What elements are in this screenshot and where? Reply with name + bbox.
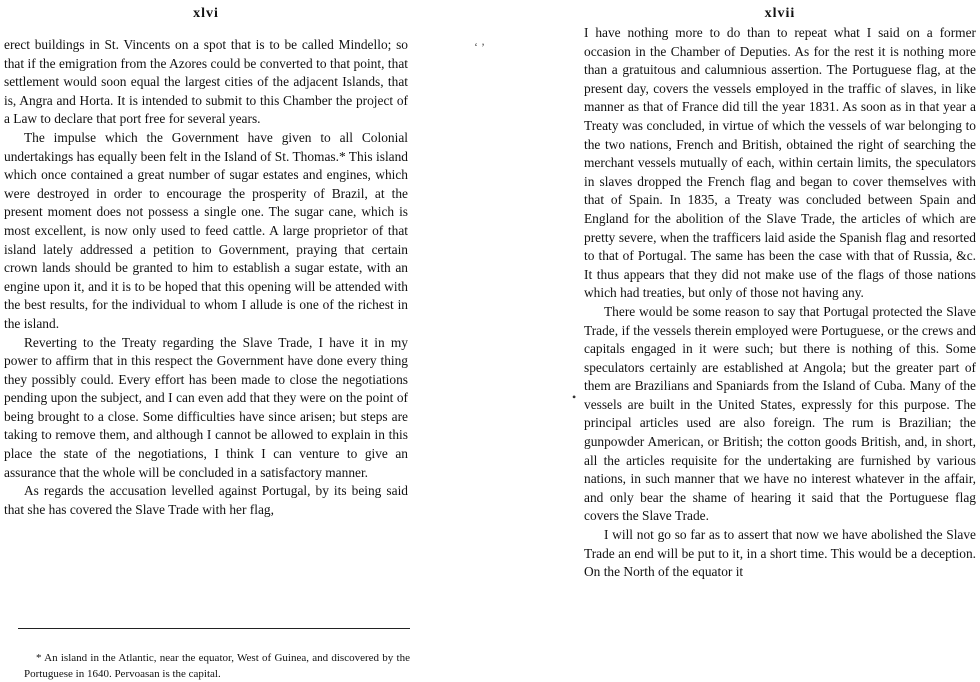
paragraph: I will not go so far as to assert that now we have abolished the Slave Trade an end will be put to it, in a short time. This would be a deception. On the North of the equator it <box>584 527 976 580</box>
right-page <box>584 0 976 658</box>
footnote-divider <box>18 628 410 629</box>
paragraph: The impulse which the Government have given to all Colonial undertakings has equally been felt in the Island of St. Thomas.* This island which once contained a great number of sugar estates and engines, which were destroyed in order to encourage the prosperity of Brazil, at the present moment does not possess a single one. The sugar cane, which is most excellent, is now only used to feed cattle. A large proprietor of that island lately addressed a petition to Government, praying that certain crown lands should be granted to him to establish a sugar estate, with an engine upon it, and it is to be hoped that this opening will be attended with the best results, for the individual to whom I allude is one of the richest in the island. <box>4 129 408 331</box>
paragraph: I have nothing more to do than to repeat what I said on a former occasion in the Chamber of Deputies. As for the rest it is nothing more than a gratuitous and calumnious assertion. The Portuguese flag, at the present day, covers the vessels employed in the traffic of slaves, in like manner as that of France did till the year 1831. As soon as in that year a Treaty was concluded, in virtue of which the vessels of war belonging to the two nations, French and British, obtained the right of searching the merchant vessels mutually of each, within certain limits, the speculators in slaves dropped the French flag and began to cover themselves with that of Spain. In 1835, a Treaty was concluded between Spain and England for the abolition of the Slave Trade, the articles of which are pretty severe, when the trafficers laid aside the Spanish flag and resorted to that of Portugal. The same has been the case with that of Russia, &c. It thus appears that they did not make use of the flags of those nations which had treaties, but only of those not having any. <box>584 25 976 301</box>
footnote: * An island in the Atlantic, near the equator, West of Guinea, and discovered by the Portuguese in 1640. Pervoasan is the capital. <box>24 652 410 680</box>
paragraph: Reverting to the Treaty regarding the Slave Trade, I have it in my power to affirm that in this respect the Government have done every thing they possibly could. Every effort has been made to close the negotiations pending upon the subject, and I can even add that they were on the point of being brought to a close. Some difficulties have since arisen; but steps are taking to remove them, and although I cannot be allowed to explain in this place the state of the negotiations, I think I can venture to give an assurance that the whole will be concluded in a satisfactory manner. <box>4 334 408 480</box>
page-number: xlvi <box>193 6 219 21</box>
page-body <box>4 36 408 519</box>
left-page <box>4 0 410 680</box>
margin-dot: • <box>572 390 577 404</box>
gutter-mark: ‘ ’ <box>474 40 485 54</box>
paragraph: There would be some reason to say that Portugal protected the Slave Trade, if the vessels therein employed were Portuguese, or the crews and capitals engaged in it were such; but there is nothing of this. Some speculators certainly are established at Angola; but the greater part of them are Brazilians and Spaniards from the Island of Cuba. Many of the vessels are built in the United States, expressly for this purpose. The principal articles used are also foreign. The rum is Brazilian; the gunpowder American, or British; the cotton goods British, and, in short, all the articles requisite for the undertaking are furnished by various nations, in such manner that we have no interest whatever in the affair, and only bear the shame of hearing it said that the Portuguese flag covers the Slave Trade. <box>584 303 976 524</box>
page-number: xlvii <box>764 6 796 21</box>
page-body <box>584 24 976 582</box>
paragraph: erect buildings in St. Vincents on a spot that is to be called Mindello; so that if the emigration from the Azores could be converted to that point, that settlement would soon equal the largest cities of the adjacent Islands, that is, Angra and Horta. It is intended to submit to this Chamber the project of a Law to declare that port free for several years. <box>4 37 408 127</box>
paragraph: As regards the accusation levelled against Portugal, by its being said that she has covered the Slave Trade with her flag, <box>4 483 408 517</box>
